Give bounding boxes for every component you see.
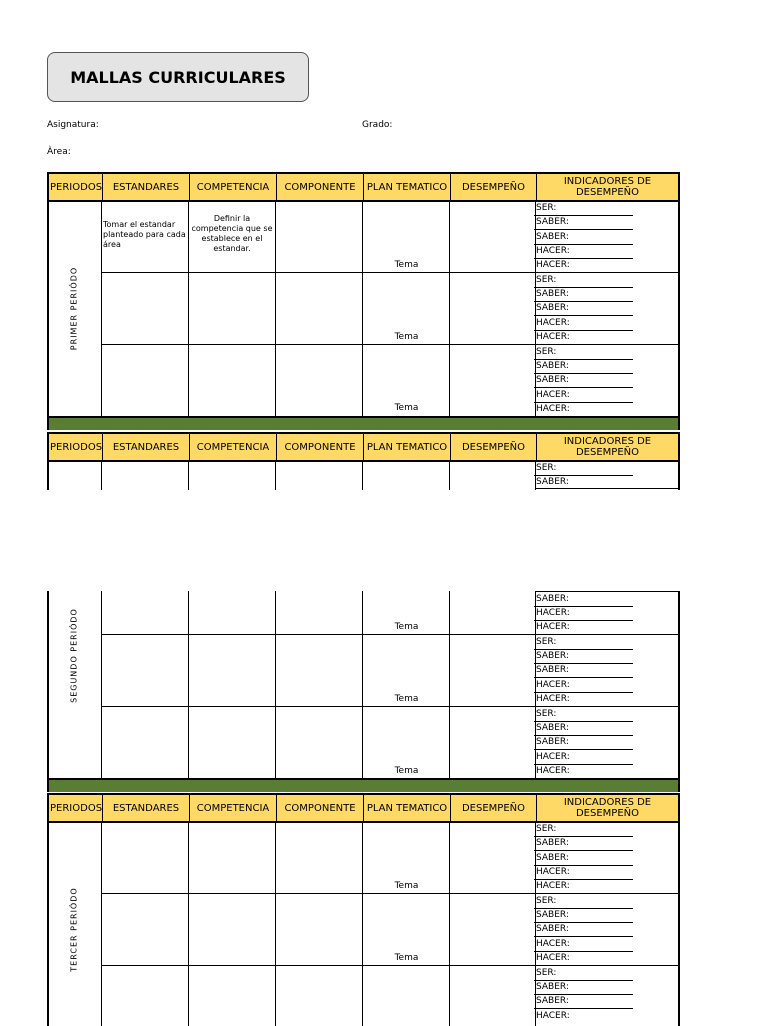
indicator-saber: SABER: <box>536 477 569 487</box>
table-header-1 <box>47 172 680 202</box>
table-header-3 <box>47 793 680 823</box>
tema-label: Tema <box>394 881 419 891</box>
header-desempeno: DESEMPEÑO <box>450 434 536 460</box>
header-estandares: ESTANDARES <box>102 174 189 200</box>
indicator-saber: SABER: <box>534 288 633 302</box>
tema-label: Tema <box>394 260 419 270</box>
header-periodos: PERIODOS <box>50 441 103 453</box>
indicator-hacer: HACER: <box>534 880 633 894</box>
indicator-hacer: HACER: <box>534 331 633 345</box>
indicator-ser: SER: <box>534 346 633 360</box>
tema-label: Tema <box>394 622 419 632</box>
header-componente: COMPONENTE <box>276 434 363 460</box>
header-desempeno: DESEMPEÑO <box>450 795 536 821</box>
grado-label: Grado: <box>362 120 393 130</box>
indicator-saber: SABER: <box>534 909 633 923</box>
header-plan-tematico: PLAN TEMATICO <box>363 174 450 200</box>
indicator-ser: SER: <box>534 895 633 909</box>
indicator-saber: SABER: <box>534 650 633 664</box>
header-competencia: COMPETENCIA <box>189 434 276 460</box>
header-plan-tematico: PLAN TEMATICO <box>363 434 450 460</box>
indicator-hacer: HACER: <box>534 751 633 765</box>
tema-label: Tema <box>394 332 419 342</box>
header-periodos: PERIODOS <box>50 181 103 193</box>
indicator-hacer: HACER: <box>534 317 633 331</box>
header-periodos: PERIODOS <box>50 802 103 814</box>
indicator-saber: SABER: <box>534 923 633 937</box>
estandar-note: Tomar el estandar planteado para cada área <box>103 220 186 249</box>
competencia-note: Definir la competencia que se establece en el estandar. <box>191 214 273 253</box>
indicator-hacer: HACER: <box>534 866 633 880</box>
separator-bar <box>47 780 680 792</box>
header-indicadores: INDICADORES DE DESEMPEÑO <box>536 434 678 460</box>
indicator-hacer: HACER: <box>534 259 633 273</box>
indicator-saber: SABER: <box>534 995 633 1009</box>
indicator-ser: SER: <box>534 967 633 981</box>
indicator-hacer: HACER: <box>534 607 633 621</box>
indicator-ser: SER: <box>534 823 633 837</box>
area-label: Àrea: <box>47 147 71 157</box>
indicator-hacer: HACER: <box>536 766 570 776</box>
header-estandares: ESTANDARES <box>102 795 189 821</box>
indicator-saber: SABER: <box>534 722 633 736</box>
header-componente: COMPONENTE <box>276 795 363 821</box>
period-label-segundo: SEGUNDO PERIÓDO <box>69 608 79 703</box>
indicator-saber: SABER: <box>534 852 633 866</box>
indicator-hacer: HACER: <box>534 389 633 403</box>
header-componente: COMPONENTE <box>276 174 363 200</box>
header-competencia: COMPETENCIA <box>189 174 276 200</box>
indicator-saber: SABER: <box>534 981 633 995</box>
asignatura-label: Asignatura: <box>47 120 99 130</box>
tema-label: Tema <box>394 953 419 963</box>
indicator-saber: SABER: <box>534 664 633 678</box>
indicator-hacer: HACER: <box>534 952 633 966</box>
period-label-tercer: TERCER PERIÓDO <box>69 887 79 972</box>
tema-label: Tema <box>394 766 419 776</box>
tema-label: Tema <box>394 403 419 413</box>
indicator-hacer: HACER: <box>534 245 633 259</box>
indicator-hacer: HACER: <box>534 693 633 707</box>
indicator-saber: SABER: <box>534 231 633 245</box>
indicator-saber: SABER: <box>534 374 633 388</box>
indicator-ser: SER: <box>534 708 633 722</box>
indicator-hacer: HACER: <box>534 621 633 635</box>
indicator-hacer: HACER: <box>534 938 633 952</box>
indicator-saber: SABER: <box>534 736 633 750</box>
header-desempeno: DESEMPEÑO <box>450 174 536 200</box>
indicator-hacer: HACER: <box>536 404 570 414</box>
header-indicadores: INDICADORES DE DESEMPEÑO <box>536 795 678 821</box>
indicator-ser: SER: <box>534 274 633 288</box>
indicator-ser: SER: <box>534 636 633 650</box>
indicator-saber: SABER: <box>534 360 633 374</box>
period-label-primer: PRIMER PERIÓDO <box>69 266 79 351</box>
indicator-saber: SABER: <box>534 837 633 851</box>
indicator-saber: SABER: <box>534 593 633 607</box>
indicator-saber: SABER: <box>534 302 633 316</box>
header-estandares: ESTANDARES <box>102 434 189 460</box>
indicator-hacer: HACER: <box>534 679 633 693</box>
header-competencia: COMPETENCIA <box>189 795 276 821</box>
indicator-hacer: HACER: <box>536 1011 570 1021</box>
indicator-saber: SABER: <box>534 216 633 230</box>
table-header-2 <box>47 432 680 462</box>
indicator-ser: SER: <box>534 202 633 216</box>
header-plan-tematico: PLAN TEMATICO <box>363 795 450 821</box>
indicator-ser: SER: <box>534 462 633 476</box>
separator-bar <box>47 418 680 430</box>
page-title: MALLAS CURRICULARES <box>47 52 309 102</box>
tema-label: Tema <box>394 694 419 704</box>
header-indicadores: INDICADORES DE DESEMPEÑO <box>536 174 678 200</box>
